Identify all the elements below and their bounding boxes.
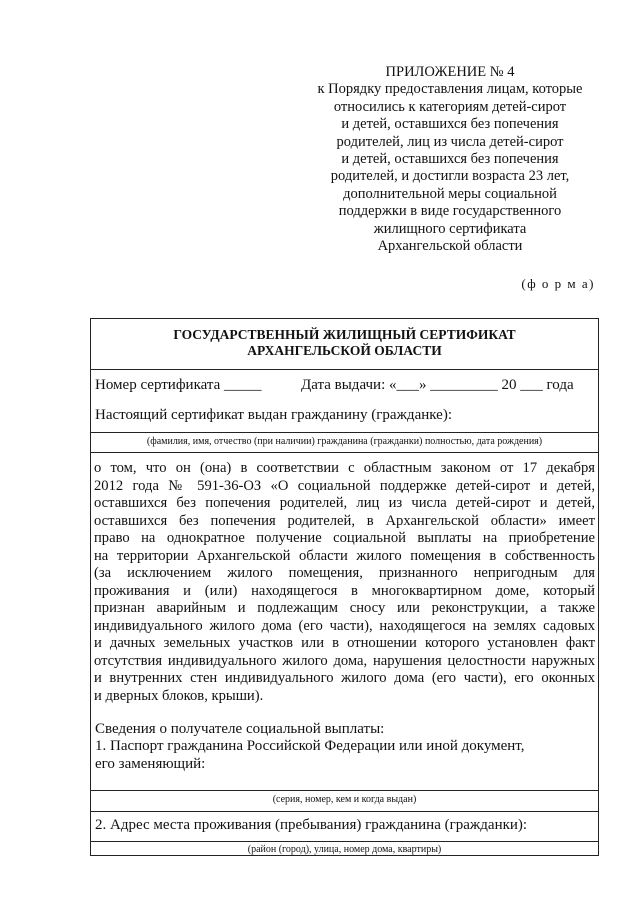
address-line[interactable] <box>91 841 598 842</box>
appendix-line: и детей, оставшихся без попечения <box>341 116 559 133</box>
body-line: признан аварийным и подлежащим сносу или реконструкции, а также <box>94 600 595 616</box>
body-line: и дачных земельных участков или в отношении которого установлен факт <box>94 635 595 651</box>
appendix-header <box>300 64 600 255</box>
issued-to-caption: (фамилия, имя, отчество (при наличии) гражданина (гражданки) полностью, дата рождения) <box>146 436 543 447</box>
body-line: индивидуального жилого дома (его части), находящегося на землях садовых <box>94 617 595 634</box>
appendix-line: к Порядку предоставления лицам, которые <box>317 81 583 98</box>
issued-to-line[interactable] <box>91 432 598 433</box>
body-line: оставшихся без попечения родителей, лиц из числа детей-сирот и детей, <box>94 495 595 511</box>
passport-label-line1: 1. Паспорт гражданина Российской Федерации или иной документ, <box>95 738 525 755</box>
certificate-title-line1: ГОСУДАРСТВЕННЫЙ ЖИЛИЩНЫЙ СЕРТИФИКАТ <box>173 327 516 342</box>
appendix-line: дополнительной меры социальной <box>343 185 557 202</box>
appendix-line: родителей, лиц из числа детей-сирот <box>336 133 564 150</box>
body-line: право на однократное получение социальной выплаты на приобретение <box>94 530 595 546</box>
certificate-body <box>94 460 595 705</box>
body-line: отсутствия индивидуального жилого дома, нарушения целостности наружных <box>94 652 595 669</box>
certificate-title <box>91 327 598 359</box>
recipient-info <box>95 721 525 773</box>
appendix-line: и детей, оставшихся без попечения <box>341 151 559 168</box>
appendix-line: Архангельской области <box>377 238 523 255</box>
body-line: о том, что он (она) в соответствии с областным законом от 17 декабря <box>94 460 595 476</box>
passport-caption: (серия, номер, кем и когда выдан) <box>272 794 417 805</box>
passport-line[interactable] <box>91 790 598 791</box>
form-label: (ф о р м а) <box>521 276 595 291</box>
appendix-line: относились к категориям детей-сирот <box>333 98 567 115</box>
appendix-line: жилищного сертификата <box>373 220 527 237</box>
passport-label-line2: его заменяющий: <box>95 755 206 772</box>
issue-date-field[interactable]: Дата выдачи: «___» _________ 20 ___ года <box>301 377 574 393</box>
appendix-line: ПРИЛОЖЕНИЕ № 4 <box>385 64 515 80</box>
body-line: оставшихся без попечения родителей, в Архангельской области» имеет <box>94 512 595 529</box>
address-label: 2. Адрес места проживания (пребывания) гражданина (гражданки): <box>95 817 528 833</box>
appendix-line: поддержки в виде государственного <box>338 203 562 220</box>
issued-to-label: Настоящий сертификат выдан гражданину (гражданке): <box>95 407 452 423</box>
body-line: (за исключением жилого помещения, признанного непригодным для <box>94 565 595 581</box>
divider <box>91 369 598 370</box>
certificate-form <box>90 318 599 856</box>
certificate-number-field[interactable]: Номер сертификата _____ <box>95 377 262 393</box>
body-line: проживания и (или) находящегося в многоквартирном доме, который <box>94 582 595 599</box>
body-line: и дверных блоков, крыши). <box>94 687 264 704</box>
address-caption: (район (город), улица, номер дома, квартиры) <box>247 844 442 855</box>
appendix-line: родителей, и достигли возраста 23 лет, <box>330 168 570 185</box>
body-line: и внутренних стен индивидуального жилого дома (его части), его оконных <box>94 670 595 686</box>
body-line: на территории Архангельской области жилого помещения в собственность <box>94 547 595 564</box>
body-line: 2012 года № 591-36-ОЗ «О социальной поддержке детей-сирот и детей, <box>94 477 595 494</box>
divider <box>91 811 598 812</box>
certificate-title-line2: АРХАНГЕЛЬСКОЙ ОБЛАСТИ <box>247 343 442 358</box>
recipient-info-heading: Сведения о получателе социальной выплаты: <box>95 721 385 737</box>
divider <box>91 452 598 453</box>
